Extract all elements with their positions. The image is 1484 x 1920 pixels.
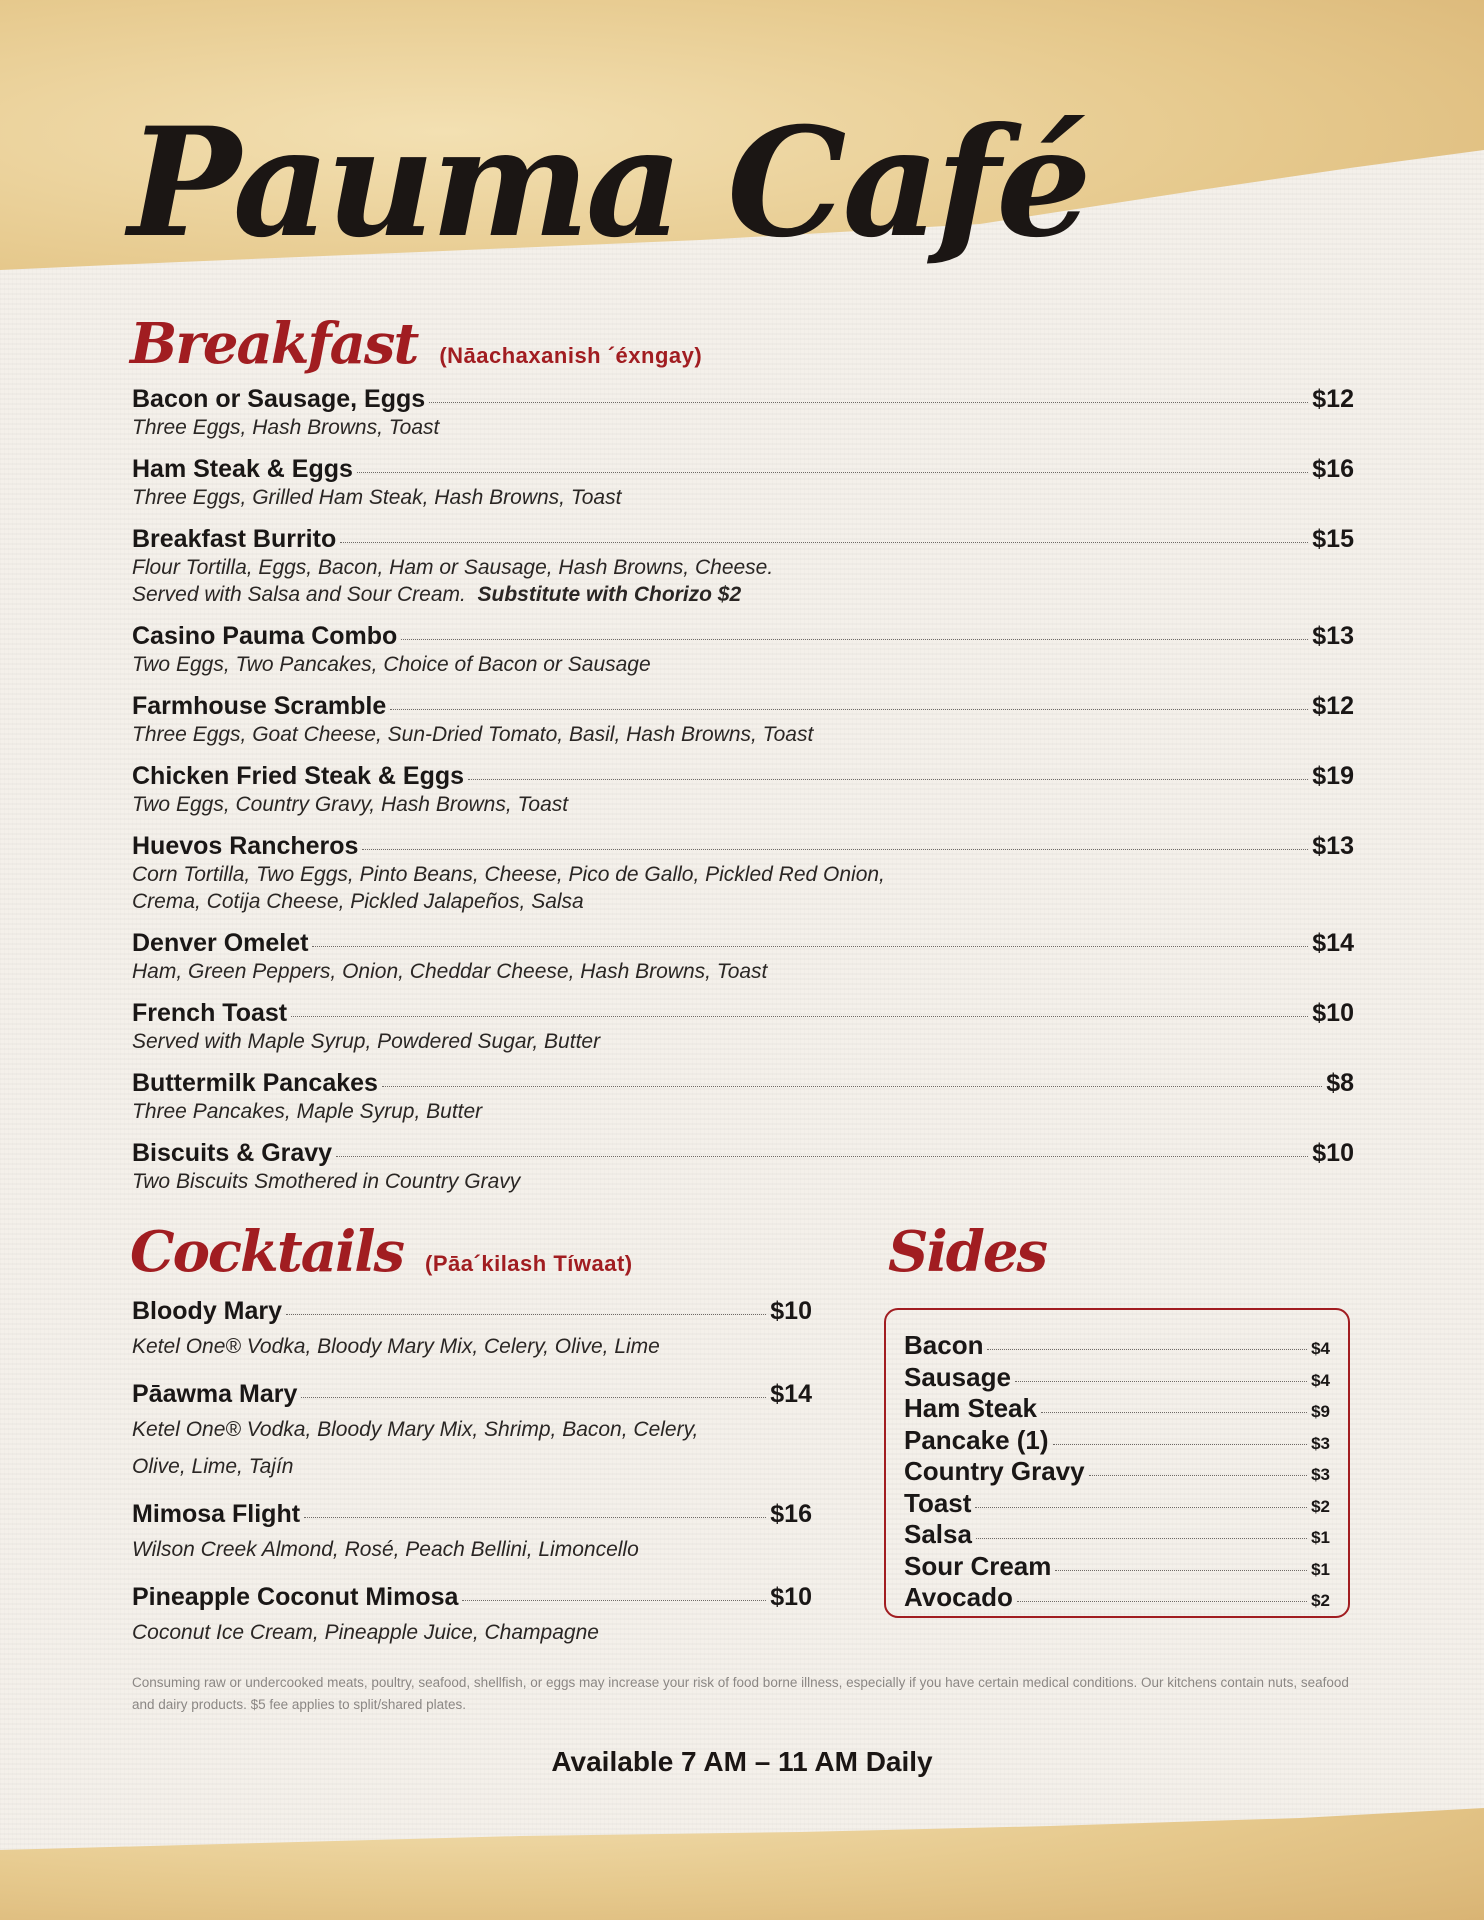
item-description (132, 1028, 1354, 1055)
item-description (132, 1616, 812, 1649)
side-price: $2 (1311, 1496, 1330, 1516)
dot-leader (975, 1507, 1307, 1508)
side-name: Sausage (904, 1361, 1011, 1392)
item-price: $10 (1312, 999, 1354, 1027)
item-description (132, 1533, 812, 1566)
dot-leader (401, 639, 1308, 640)
item-description-text: Corn Tortilla, Two Eggs, Pinto Beans, Cheese, Pico de Gallo, Pickled Red Onion, (132, 863, 885, 886)
item-name: Pāawma Mary (132, 1380, 298, 1408)
dot-leader (312, 946, 1308, 947)
dot-leader (1017, 1601, 1307, 1602)
menu-item (132, 832, 1354, 915)
menu-item-row (132, 999, 1354, 1028)
menu-item-row (132, 762, 1354, 791)
dot-leader (390, 709, 1308, 710)
item-description-text: Three Eggs, Hash Browns, Toast (132, 416, 440, 439)
item-price: $16 (1312, 455, 1354, 483)
side-name: Salsa (904, 1519, 972, 1549)
side-name: Pancake (1) (904, 1424, 1049, 1455)
item-description (132, 554, 1354, 581)
dot-leader (291, 1016, 1308, 1017)
breakfast-menu (132, 385, 1354, 1209)
item-description-text: Two Eggs, Two Pancakes, Choice of Bacon or Sausage (132, 653, 651, 676)
side-item (904, 1456, 1330, 1488)
dot-leader (301, 1397, 766, 1398)
dot-leader (468, 779, 1308, 780)
menu-item-row (132, 1139, 1354, 1168)
item-description-text: Two Eggs, Country Gravy, Hash Browns, Toast (132, 793, 569, 816)
dot-leader (976, 1538, 1307, 1539)
side-price: $2 (1311, 1591, 1330, 1610)
item-price: $13 (1312, 622, 1354, 650)
menu-item (132, 1380, 812, 1483)
dot-leader (362, 849, 1308, 850)
side-item (904, 1393, 1330, 1425)
menu-item (132, 1069, 1354, 1125)
item-description (132, 1450, 812, 1483)
item-description-text: Served with Maple Syrup, Powdered Sugar, Butter (132, 1030, 601, 1053)
dot-leader (382, 1086, 1322, 1087)
item-note: Substitute with Chorizo $2 (477, 583, 742, 606)
side-name: Avocado (904, 1582, 1013, 1612)
item-name: Pineapple Coconut Mimosa (132, 1583, 459, 1611)
side-name: Country Gravy (904, 1456, 1085, 1486)
item-price: $19 (1312, 762, 1354, 790)
dot-leader (304, 1517, 766, 1518)
item-description-text: Three Eggs, Grilled Ham Steak, Hash Browns, Toast (132, 486, 622, 509)
menu-item (132, 1500, 812, 1566)
disclaimer-text: Consuming raw or undercooked meats, poultry, seafood, shellfish, or eggs may increase your risk of food borne illness, especially if you have certain medical conditions. Our kitchens contain nuts, seafood and dairy products. $5 fee applies to split/shared plates. (132, 1675, 1349, 1712)
menu-item-row (132, 692, 1354, 721)
item-description-text: Served with Salsa and Sour Cream. (132, 583, 466, 606)
menu-item (132, 999, 1354, 1055)
side-item (904, 1330, 1330, 1362)
item-price: $13 (1312, 832, 1354, 860)
side-name: Toast (904, 1487, 972, 1518)
item-name: Denver Omelet (132, 929, 309, 957)
menu-item (132, 1139, 1354, 1195)
item-name: Casino Pauma Combo (132, 622, 398, 650)
dot-leader (1041, 1412, 1307, 1413)
item-description-text: Two Biscuits Smothered in Country Gravy (132, 1170, 521, 1193)
item-description (132, 484, 1354, 511)
item-description (132, 1413, 812, 1446)
item-description-text: Ketel One® Vodka, Bloody Mary Mix, Celery, Olive, Lime (132, 1335, 660, 1358)
item-description (132, 1098, 1354, 1125)
dot-leader (357, 472, 1308, 473)
item-price: $10 (770, 1583, 812, 1611)
menu-item (132, 929, 1354, 985)
item-name: Breakfast Burrito (132, 525, 337, 553)
menu-item-row (132, 929, 1354, 958)
side-item (904, 1488, 1330, 1520)
menu-item (132, 385, 1354, 441)
sides-box (884, 1308, 1350, 1618)
menu-item-row (132, 832, 1354, 861)
item-description-text: Ham, Green Peppers, Onion, Cheddar Cheese, Hash Browns, Toast (132, 960, 768, 983)
side-item (904, 1425, 1330, 1457)
side-item (904, 1519, 1330, 1551)
side-name: Bacon (904, 1330, 984, 1360)
item-price: $12 (1312, 385, 1354, 413)
item-price: $14 (770, 1380, 812, 1408)
item-price: $16 (770, 1500, 812, 1528)
menu-item (132, 1297, 812, 1363)
dot-leader (1015, 1381, 1307, 1382)
dot-leader (987, 1349, 1307, 1350)
dot-leader (286, 1314, 766, 1315)
item-price: $12 (1312, 692, 1354, 720)
dot-leader (1053, 1444, 1308, 1445)
item-description-text: Olive, Lime, Tajín (132, 1455, 294, 1478)
item-description-text: Three Eggs, Goat Cheese, Sun-Dried Tomato, Basil, Hash Browns, Toast (132, 723, 814, 746)
menu-item-row (132, 1297, 812, 1326)
item-description (132, 721, 1354, 748)
item-name: Farmhouse Scramble (132, 692, 387, 720)
item-name: Buttermilk Pancakes (132, 1069, 378, 1097)
side-price: $3 (1311, 1433, 1330, 1453)
item-name: Biscuits & Gravy (132, 1139, 333, 1167)
menu-item-row (132, 525, 1354, 554)
side-price: $1 (1311, 1559, 1330, 1579)
menu-item-row (132, 455, 1354, 484)
side-price: $9 (1311, 1402, 1330, 1421)
dot-leader (340, 542, 1308, 543)
item-name: Bacon or Sausage, Eggs (132, 385, 426, 413)
item-price: $10 (1312, 1139, 1354, 1167)
item-name: Mimosa Flight (132, 1500, 301, 1528)
cocktails-native-name: (Pāa´kilash Tíwaat) (425, 1251, 633, 1276)
item-description (132, 791, 1354, 818)
side-price: $4 (1311, 1370, 1330, 1390)
breakfast-native-name: (Nāachaxanish ´éxngay) (439, 343, 703, 368)
dot-leader (1089, 1475, 1307, 1476)
item-description-text: Ketel One® Vodka, Bloody Mary Mix, Shrimp, Bacon, Celery, (132, 1418, 699, 1441)
menu-item (132, 525, 1354, 608)
side-name: Sour Cream (904, 1550, 1052, 1581)
item-description (132, 651, 1354, 678)
dot-leader (336, 1156, 1308, 1157)
side-item (904, 1551, 1330, 1583)
side-price: $1 (1311, 1528, 1330, 1547)
cocktails-heading: Cocktails (130, 1219, 404, 1285)
item-name: Ham Steak & Eggs (132, 455, 353, 483)
breakfast-heading: Breakfast (130, 311, 418, 377)
item-description (132, 1330, 812, 1363)
item-description (132, 414, 1354, 441)
item-description (132, 958, 1354, 985)
side-name: Ham Steak (904, 1393, 1037, 1423)
menu-item (132, 762, 1354, 818)
cocktails-header (130, 1219, 633, 1285)
item-description-text: Flour Tortilla, Eggs, Bacon, Ham or Sausage, Hash Browns, Cheese. (132, 556, 774, 579)
menu-item (132, 1583, 812, 1649)
item-description-text: Wilson Creek Almond, Rosé, Peach Bellini, Limoncello (132, 1538, 639, 1561)
item-description (132, 888, 1354, 915)
item-name: Bloody Mary (132, 1297, 283, 1325)
cafe-title: Pauma Café (128, 95, 1088, 271)
menu-item-row (132, 622, 1354, 651)
menu-item-row (132, 1069, 1354, 1098)
item-price: $15 (1312, 525, 1354, 553)
sides-header (888, 1219, 1047, 1285)
cocktails-menu (132, 1297, 812, 1666)
item-name: Chicken Fried Steak & Eggs (132, 762, 465, 790)
dot-leader (1055, 1570, 1307, 1571)
sides-heading: Sides (888, 1219, 1047, 1285)
dot-leader (462, 1600, 766, 1601)
item-description (132, 1168, 1354, 1195)
menu-item-row (132, 1583, 812, 1612)
dot-leader (429, 402, 1308, 403)
breakfast-header (130, 311, 703, 377)
item-description-text: Coconut Ice Cream, Pineapple Juice, Champagne (132, 1621, 599, 1644)
item-name: French Toast (132, 999, 288, 1027)
hours-text: Available 7 AM – 11 AM Daily (551, 1746, 933, 1777)
item-description (132, 581, 1354, 608)
menu-item-row (132, 385, 1354, 414)
side-item (904, 1362, 1330, 1394)
side-price: $3 (1311, 1465, 1330, 1484)
menu-item-row (132, 1380, 812, 1409)
item-description-text: Three Pancakes, Maple Syrup, Butter (132, 1100, 483, 1123)
menu-item (132, 455, 1354, 511)
item-price: $8 (1326, 1069, 1354, 1097)
item-price: $10 (770, 1297, 812, 1325)
item-description (132, 861, 1354, 888)
menu-item (132, 622, 1354, 678)
menu-item (132, 692, 1354, 748)
side-price: $4 (1311, 1339, 1330, 1358)
item-price: $14 (1312, 929, 1354, 957)
menu-item-row (132, 1500, 812, 1529)
side-item (904, 1582, 1330, 1614)
item-name: Huevos Rancheros (132, 832, 359, 860)
item-description-text: Crema, Cotija Cheese, Pickled Jalapeños, Salsa (132, 890, 584, 913)
